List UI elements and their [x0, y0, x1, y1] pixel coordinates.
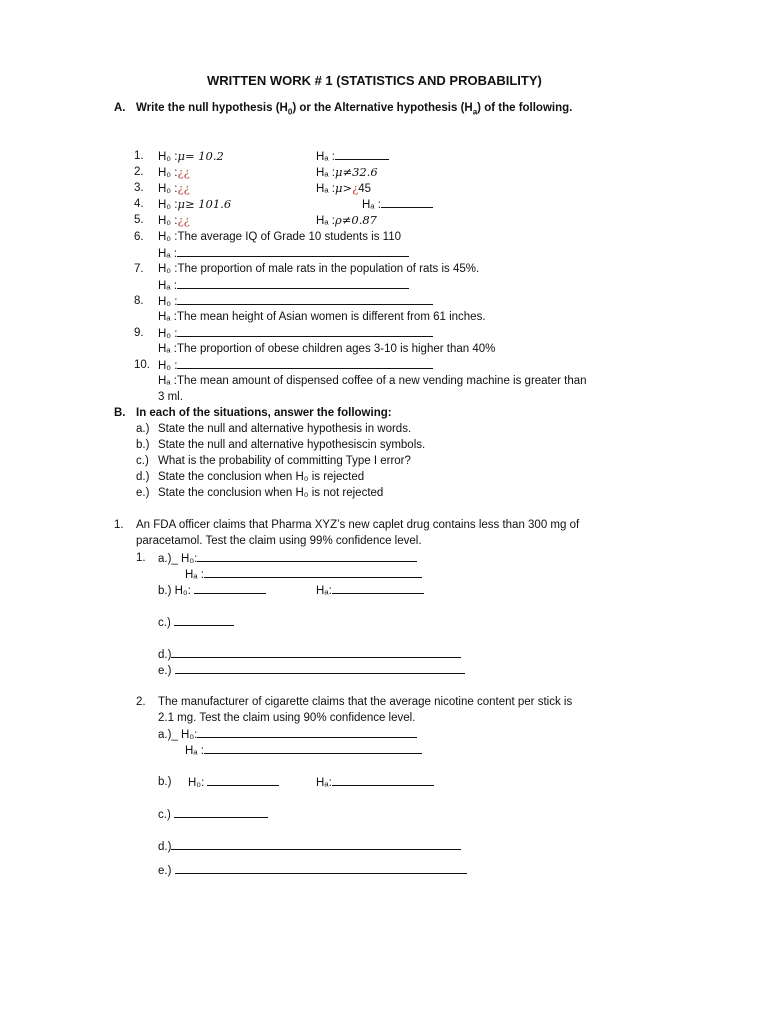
problem-1-a-h0[interactable]: a.)_ H₀:: [158, 551, 417, 566]
item-1-ha[interactable]: Hₐ :: [316, 149, 389, 164]
problem-2-text: The manufacturer of cigarette claims that the average nicotine content per stick is: [158, 696, 573, 708]
item-7-number: 7.: [134, 263, 144, 275]
task-e-label: e.): [136, 487, 150, 499]
problem-1-e[interactable]: e.): [158, 663, 465, 678]
task-c-text: What is the probability of committing Type I error?: [158, 455, 411, 467]
problem-2-c[interactable]: c.): [158, 807, 268, 822]
problem-2-d[interactable]: d.): [158, 839, 461, 854]
problem-2-number: 2.: [136, 696, 146, 708]
item-10-ha-continued: 3 ml.: [158, 391, 183, 403]
item-7-ha[interactable]: Hₐ :: [158, 278, 409, 293]
part-b-instruction: In each of the situations, answer the following:: [136, 407, 392, 419]
problem-1-b-ha[interactable]: Hₐ:: [316, 583, 424, 598]
task-c-label: c.): [136, 455, 149, 467]
problem-2-b-h0[interactable]: H₀:: [188, 775, 279, 790]
problem-1-a-ha[interactable]: Hₐ :: [185, 567, 422, 582]
item-9-number: 9.: [134, 327, 144, 339]
part-a-instruction: Write the null hypothesis $(H_0)$ or the Alternative hypothesis $(H_a)$ of the following.: [136, 102, 573, 117]
item-10-number: 10.: [134, 359, 150, 371]
problem-2-a-h0[interactable]: a.)_ H₀:: [158, 727, 417, 742]
item-5-number: 5.: [134, 214, 144, 226]
task-d-text: State the conclusion when H₀ is rejected: [158, 471, 365, 483]
item-3-ha: Hₐ :μ>¿45: [316, 181, 372, 195]
task-a-label: a.): [136, 423, 150, 435]
item-4-ha[interactable]: Hₐ :: [362, 197, 433, 212]
problem-1-text-2: paracetamol. Test the claim using 99% confidence level.: [136, 535, 422, 547]
task-e-text: State the conclusion when H₀ is not rejected: [158, 487, 384, 499]
problem-2-text-2: 2.1 mg. Test the claim using 90% confidence level.: [158, 712, 416, 724]
item-6-ha[interactable]: Hₐ :: [158, 246, 409, 261]
problem-1-d[interactable]: d.): [158, 647, 461, 662]
item-8-ha: Hₐ :The mean height of Asian women is different from 61 inches.: [158, 311, 486, 323]
task-d-label: d.): [136, 471, 150, 483]
item-10-h0[interactable]: H₀ :: [158, 358, 433, 373]
item-5-h0: H₀ :¿¿: [158, 213, 190, 227]
problem-2-a-ha[interactable]: Hₐ :: [185, 743, 422, 758]
item-7-h0: H₀ :The proportion of male rats in the population of rats is 45%.: [158, 263, 480, 275]
task-b-label: b.): [136, 439, 150, 451]
problem-1-text: An FDA officer claims that Pharma XYZ’s new caplet drug contains less than 300 mg of: [136, 519, 580, 531]
item-8-number: 8.: [134, 295, 144, 307]
item-6-number: 6.: [134, 231, 144, 243]
item-4-number: 4.: [134, 198, 144, 210]
item-1-h0: H₀ :μ= 10.2: [158, 149, 224, 163]
item-1-number: 1.: [134, 150, 144, 162]
task-a-text: State the null and alternative hypothesis in words.: [158, 423, 412, 435]
item-9-ha: Hₐ :The proportion of obese children ages 3-10 is higher than 40%: [158, 343, 496, 355]
part-b-letter: B.: [114, 407, 126, 419]
part-a-letter: A.: [114, 102, 126, 114]
problem-2-b-ha[interactable]: Hₐ:: [316, 775, 434, 790]
item-9-h0[interactable]: H₀ :: [158, 326, 433, 341]
problem-2-e[interactable]: e.): [158, 863, 467, 878]
problem-2-b-label: b.): [158, 776, 172, 788]
problem-1-c[interactable]: c.): [158, 615, 234, 630]
item-8-h0[interactable]: H₀ :: [158, 294, 433, 309]
item-3-h0: H₀ :¿¿: [158, 181, 190, 195]
page-title: WRITTEN WORK # 1 (STATISTICS AND PROBABILITY): [207, 73, 542, 88]
item-10-ha: Hₐ :The mean amount of dispensed coffee of a new vending machine is greater than: [158, 375, 587, 387]
item-3-number: 3.: [134, 182, 144, 194]
problem-1-number: 1.: [114, 519, 124, 531]
task-b-text: State the null and alternative hypothesiscin symbols.: [158, 439, 426, 451]
item-2-number: 2.: [134, 166, 144, 178]
item-2-h0: H₀ :¿¿: [158, 165, 190, 179]
item-4-h0: H₀ :μ≥ 101.6: [158, 197, 232, 211]
item-5-ha: Hₐ :ρ≠0.87: [316, 213, 377, 227]
item-2-ha: Hₐ :μ≠32.6: [316, 165, 378, 179]
problem-1-b-h0[interactable]: b.) H₀:: [158, 583, 266, 598]
problem-1-sub-number: 1.: [136, 552, 146, 564]
item-6-h0: H₀ :The average IQ of Grade 10 students is 110: [158, 231, 401, 243]
